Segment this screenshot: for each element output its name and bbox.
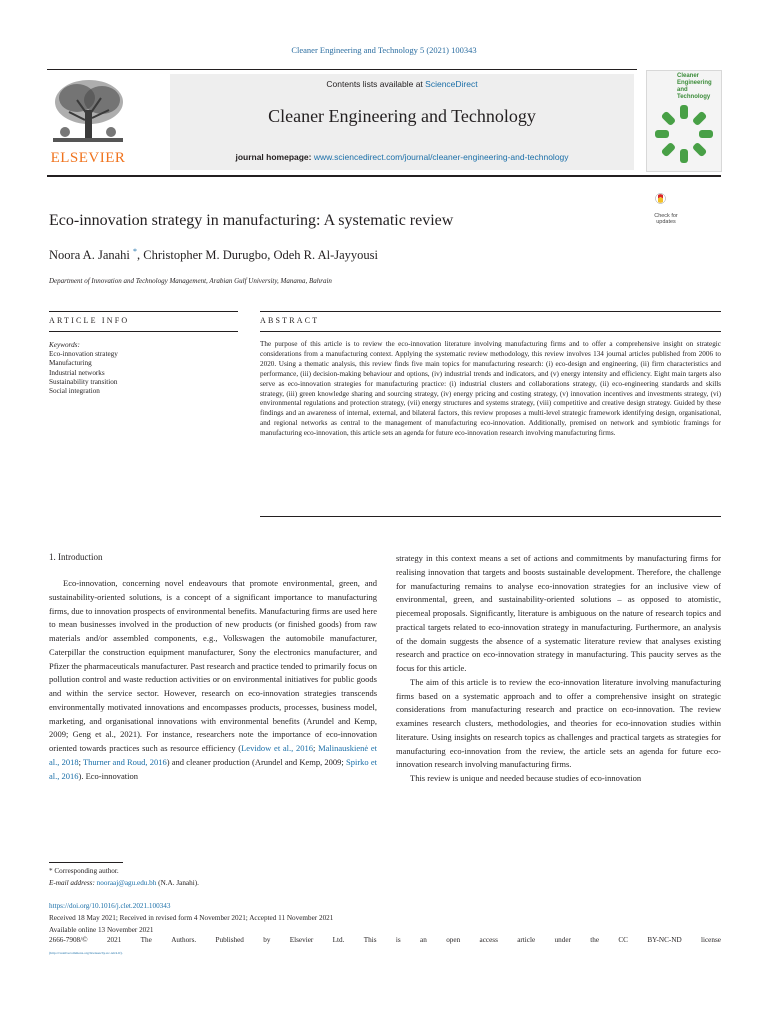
abstract-rule-2 <box>260 331 721 332</box>
citation-separator: ; <box>78 756 83 767</box>
check-line2: updates <box>656 219 676 225</box>
check-for-updates-icon[interactable] <box>655 192 677 214</box>
intro-p1-text-a: Eco-innovation, concerning novel endeavours that promote environmental, green, and sustainability-oriented solutions, is a concept of a significant importance to manufacturing firms, due to innovation prospects of environmental benefits. Manufacturing firms are used here to mean businesses involved in the production of new products (or finished goods) from raw materials and/or assembled components, e.g., Volkswagen the automobile manufacturer, Caterpillar the construction equipment manufacturer, Sony the electronics manufacturer, and Pfizer the pharmaceuticals manufacturer. Past research and practice tended to primarily focus on pollution control and waste reduction activities or on environmental initiatives for public goods and within the service sector. However, research on eco-innovation strategies transcends environmentally motivated innovations and encompasses products, processes, business model, marketing, and organisational innovations with environmental benefits (Arundel and Kemp, 2009; Geng et al., 2021). For instance, researchers note the importance of eco-innovation oriented towards practices such as resource efficiency ( <box>49 578 377 753</box>
intro-paragraph-3: This review is unique and needed because studies of eco-innovation <box>410 773 642 783</box>
copyright-word: CC <box>618 936 628 944</box>
copyright-word: license <box>701 936 721 944</box>
citation-link[interactable]: Thurner and Roud, 2016 <box>82 756 167 767</box>
citation-link[interactable]: Malinauskienė et al., 2018 <box>49 743 377 767</box>
copyright-word: 2021 <box>106 936 122 944</box>
author-janahi[interactable]: Noora A. Janahi <box>49 248 130 263</box>
received-dates: Received 18 May 2021; Received in revised form 4 November 2021; Accepted 11 November 2021 <box>49 914 334 922</box>
copyright-word: open <box>446 936 461 944</box>
article-info-rule <box>49 311 238 312</box>
footnote-rule <box>49 862 123 863</box>
header-bottom-rule <box>47 175 721 177</box>
authors <box>49 247 649 263</box>
running-head[interactable]: Cleaner Engineering and Technology 5 (2021) 100343 <box>291 45 477 55</box>
citation-link[interactable]: Levidow et al., 2016 <box>241 743 313 753</box>
email-label: E-mail address: <box>49 879 97 887</box>
keywords-block <box>49 341 238 396</box>
copyright-word: under <box>554 936 571 944</box>
email-note <box>49 879 199 887</box>
affiliation: Department of Innovation and Technology Management, Arabian Gulf University, Manama, Bahrain <box>49 277 332 285</box>
intro-left-column <box>49 577 377 783</box>
cover-title: Cleaner Engineering and Technology <box>677 73 712 100</box>
copyright-word: Elsevier <box>289 936 314 944</box>
journal-title: Cleaner Engineering and Technology <box>268 106 536 126</box>
abstract-rule <box>260 311 721 312</box>
available-online: Available online 13 November 2021 <box>49 926 154 934</box>
other-authors: , Christopher M. Durugbo, Odeh R. Al-Jayyousi <box>137 248 378 263</box>
keyword-item: Manufacturing <box>49 359 92 368</box>
copyright-word: Authors. <box>171 936 197 944</box>
copyright-word: article <box>517 936 536 944</box>
intro-paragraph-2: The aim of this article is to review the eco-innovation literature involving manufacturing firms based on a systematic approach and to offer a comprehensive insight on strategic considerations from manufacturing research and practice on eco-innovation. The review examines research clusters, methodologies, and theories for eco-innovation studies within literature. Using insights on research topics as challenges and practical targets as strategies for manufacturing eco-innovation from the review, the article sets an agenda for future eco-innovation research involving manufacturing firms. <box>396 676 721 770</box>
sciencedirect-link[interactable]: ScienceDirect <box>425 79 478 89</box>
intro-paragraph-continued: strategy in this context means a set of actions and commitments by manufacturing firms for realising innovation that targets and boosts sustainable development. Therefore, the challenge for manufacturing remains to analyse eco-innovation strategies for an inclusive view of environmental, green, and sustainability-oriented solutions – as opposed to atomistic, piecemeal proposals. Significantly, literature is ambiguous on the nature of research topics and practical targets related to eco-innovation strategy in manufacturing. Furthermore, an analysis of the domain suggests the absence of a systematic literature review that analyses existing research and practice on eco-innovation strategy in manufacturing. This paucity serves as the focus for this article. <box>396 553 721 673</box>
copyright-word: Published <box>215 936 244 944</box>
corresponding-author-mark[interactable]: * <box>133 247 138 256</box>
article-info-heading: ARTICLE INFO <box>49 316 130 325</box>
doi-link[interactable]: https://doi.org/10.1016/j.clet.2021.100343 <box>49 902 171 910</box>
copyright-word: an <box>420 936 427 944</box>
email-suffix: (N.A. Janahi). <box>156 879 199 887</box>
homepage-label: journal homepage: <box>235 152 314 162</box>
journal-cover-thumbnail[interactable] <box>646 70 722 172</box>
cover-circle-graphic-icon <box>651 101 717 167</box>
copyright-word: This <box>363 936 377 944</box>
article-info-rule-2 <box>49 331 238 332</box>
copyright-word: access <box>479 936 498 944</box>
keyword-item: Social integration <box>49 387 100 396</box>
intro-paragraph-1 <box>49 577 377 783</box>
abstract-heading: ABSTRACT <box>260 316 320 325</box>
abstract-text: The purpose of this article is to review the eco-innovation literature involving manufacturing firms and to offer a comprehensive insight on strategic considerations from a manufacturing context. Applying the systematic review methodology, this review involves 134 journal articles published from 2006 to 2020. Using a thematic analysis, this review finds five main topics for manufacturing research: (i) eco-design and engineering, (ii) firm characteristics and performance, (iii) decision-making behaviour and options, (iv) industrial trends and indicators, and (v) energy intensity and efficiency. Eight main targets also serve as eco-innovation strategies for manufacturing practice: (i) industrial clusters and collaborations strategy, (ii) eco-engineering standards and skills strategy, (iii) green knowledge sharing and sourcing strategy, (iv) energy pricing and costing strategy, (v) innovation incentives and investments strategy, (vi) environmental regulations and protection strategy, (vii) energy structures and systems strategy, (viii) competitive and creative design strategy. Guided by these findings and an awareness of internal, external, and bilateral factors, this review proposes a multi-level strategic framework identifying design, organisational, and regional networks as central to the management of manufacturing eco-innovation. Additionally, premised on network and symbiotic framings for manufacturing eco-innovation, this article sets an agenda for future eco-innovation research involving manufacturing firms. <box>260 340 721 438</box>
keyword-item: Industrial networks <box>49 368 105 377</box>
abstract-bottom-rule <box>260 516 721 517</box>
citation-link[interactable]: Spirko et al., 2016 <box>49 756 377 781</box>
copyright-word: is <box>395 936 401 944</box>
intro-p1-text-b: ) and cleaner production (Arundel and Kemp, 2009; <box>166 756 346 767</box>
keyword-item: Eco-innovation strategy <box>49 350 118 359</box>
contents-line <box>170 79 634 89</box>
keyword-item: Sustainability transition <box>49 377 118 386</box>
copyright-word: the <box>590 936 600 944</box>
copyright-word: The <box>140 936 152 944</box>
keywords-label: Keywords: <box>49 341 80 349</box>
homepage-line <box>170 152 634 162</box>
copyright-word: Ltd. <box>332 936 345 944</box>
corresponding-author-note: * Corresponding author. <box>49 867 119 875</box>
introduction-heading: 1. Introduction <box>49 552 103 562</box>
intro-right-column <box>396 552 721 786</box>
elsevier-wordmark: ELSEVIER <box>50 150 126 166</box>
header-top-rule <box>47 69 637 70</box>
copyright-word: 2666-7908/© <box>49 936 88 944</box>
copyright-word: BY-NC-ND <box>647 936 682 944</box>
email-link[interactable]: nooraaj@agu.edu.bh <box>96 879 157 887</box>
contents-prefix: Contents lists available at <box>326 79 426 89</box>
copyright-word: by <box>263 936 271 944</box>
article-title: Eco-innovation strategy in manufacturing: A systematic review <box>49 212 454 229</box>
check-line1: Check for <box>654 213 678 219</box>
license-link[interactable]: (http://creativecommons.org/licenses/by-nc-nd/4.0/). <box>49 951 123 955</box>
citation-separator: ; <box>313 743 319 753</box>
check-for-updates-label[interactable] <box>644 213 688 225</box>
homepage-link[interactable]: www.sciencedirect.com/journal/cleaner-engineering-and-technology <box>313 152 569 162</box>
copyright-line <box>49 936 721 944</box>
intro-p1-text-c: ). Eco-innovation <box>78 770 138 781</box>
